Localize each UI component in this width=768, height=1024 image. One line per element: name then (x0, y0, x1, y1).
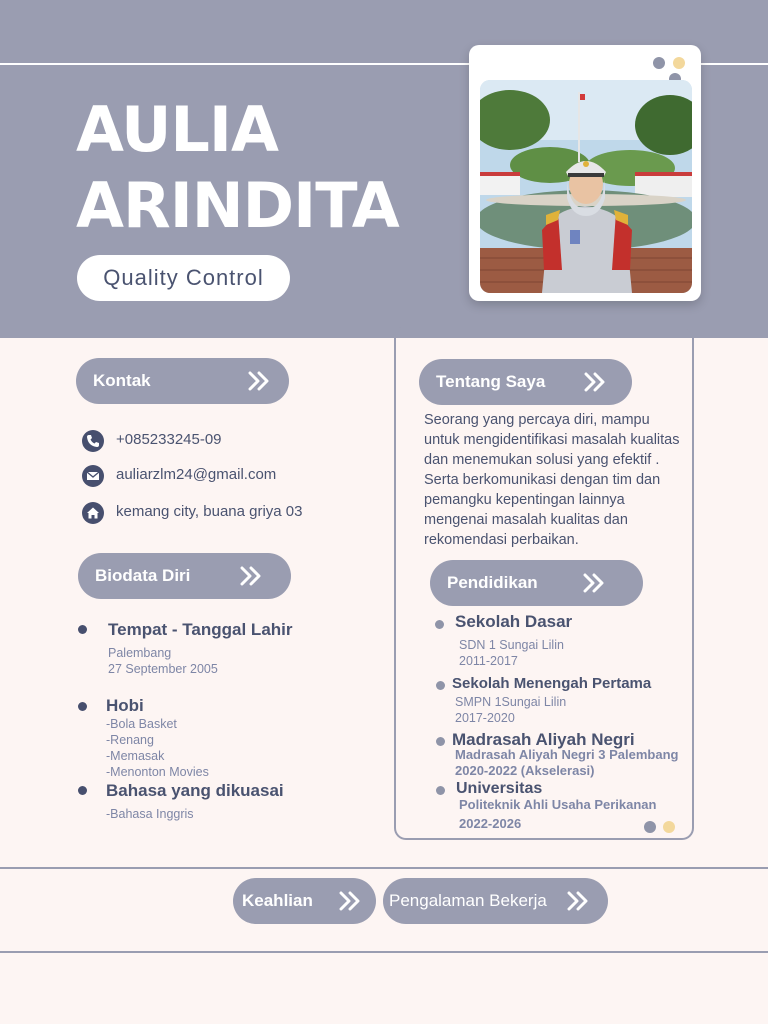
phone-icon (82, 430, 104, 452)
education-level: Universitas (456, 780, 543, 797)
experience-section-header[interactable] (383, 878, 608, 924)
decor-dot (653, 57, 665, 69)
list-bullet (436, 786, 445, 795)
list-bullet (78, 786, 87, 795)
education-section-label: Pendidikan (447, 573, 538, 592)
birth-place: Palembang (108, 646, 172, 660)
about-section-header (419, 359, 632, 405)
biodata-section-label: Biodata Diri (95, 566, 191, 585)
hobby-item: -Bola Basket (106, 717, 177, 731)
double-chevron-right-icon (339, 891, 361, 911)
hobby-heading: Hobi (106, 696, 144, 715)
birth-date: 27 September 2005 (108, 662, 218, 676)
first-name: AULIA (76, 93, 278, 166)
footer-divider-bottom (0, 951, 768, 953)
biodata-section-header (78, 553, 291, 599)
education-level: Sekolah Menengah Pertama (452, 675, 652, 692)
education-years: 2022-2026 (459, 816, 522, 831)
footer-divider-top (0, 867, 768, 869)
list-bullet (78, 625, 87, 634)
hobby-item: -Memasak (106, 749, 165, 763)
education-section-header (430, 560, 643, 606)
language-heading: Bahasa yang dikuasai (106, 781, 284, 800)
profile-photo (480, 80, 692, 293)
last-name: ARINDITA (76, 169, 399, 242)
education-years: 2011-2017 (459, 654, 518, 668)
double-chevron-right-icon (567, 891, 589, 911)
double-chevron-right-icon (240, 566, 262, 586)
list-bullet (435, 620, 444, 629)
skills-section-label: Keahlian (242, 891, 313, 910)
email-address[interactable]: auliarzlm24@gmail.com (116, 466, 277, 483)
decor-dot (673, 57, 685, 69)
education-years: 2017-2020 (455, 711, 515, 725)
education-level: Madrasah Aliyah Negri (452, 730, 635, 749)
decor-dot (644, 821, 656, 833)
job-title-badge: Quality Control (77, 255, 290, 301)
education-years: 2020-2022 (Akselerasi) (455, 763, 595, 778)
home-address: kemang city, buana griya 03 (116, 503, 303, 520)
contact-section-label: Kontak (93, 371, 151, 390)
photo-card (469, 45, 701, 301)
education-school: SMPN 1Sungai Lilin (455, 695, 567, 709)
skills-section-header[interactable] (233, 878, 376, 924)
education-school: SDN 1 Sungai Lilin (459, 638, 564, 652)
list-bullet (78, 702, 87, 711)
education-school: Politeknik Ahli Usaha Perikanan (459, 797, 657, 812)
experience-section-label: Pengalaman Bekerja (389, 891, 547, 910)
education-level: Sekolah Dasar (455, 612, 573, 631)
double-chevron-right-icon (248, 371, 270, 391)
about-text: Seorang yang percaya diri, mampu untuk mengidentifikasi masalah kualitas dan menemukan solusi yang efektif . Serta berkomunikasi dengan tim dan pemangku kepentingan lainnya mengenai masalah kualitas dan rekomendasi perbaikan. (424, 412, 680, 548)
birth-heading: Tempat - Tanggal Lahir (108, 620, 293, 639)
language-item: -Bahasa Inggris (106, 807, 194, 821)
list-bullet (436, 681, 445, 690)
home-icon (82, 502, 104, 524)
phone-number[interactable]: +085233245-09 (116, 431, 222, 448)
hobby-item: -Menonton Movies (106, 765, 209, 779)
decor-dot (663, 821, 675, 833)
double-chevron-right-icon (583, 573, 605, 593)
mail-icon (82, 465, 104, 487)
contact-section-header (76, 358, 289, 404)
full-name (76, 92, 399, 244)
education-school: Madrasah Aliyah Negri 3 Palembang (455, 747, 679, 762)
about-section-label: Tentang Saya (436, 372, 546, 391)
double-chevron-right-icon (584, 372, 606, 392)
hobby-item: -Renang (106, 733, 154, 747)
list-bullet (436, 737, 445, 746)
